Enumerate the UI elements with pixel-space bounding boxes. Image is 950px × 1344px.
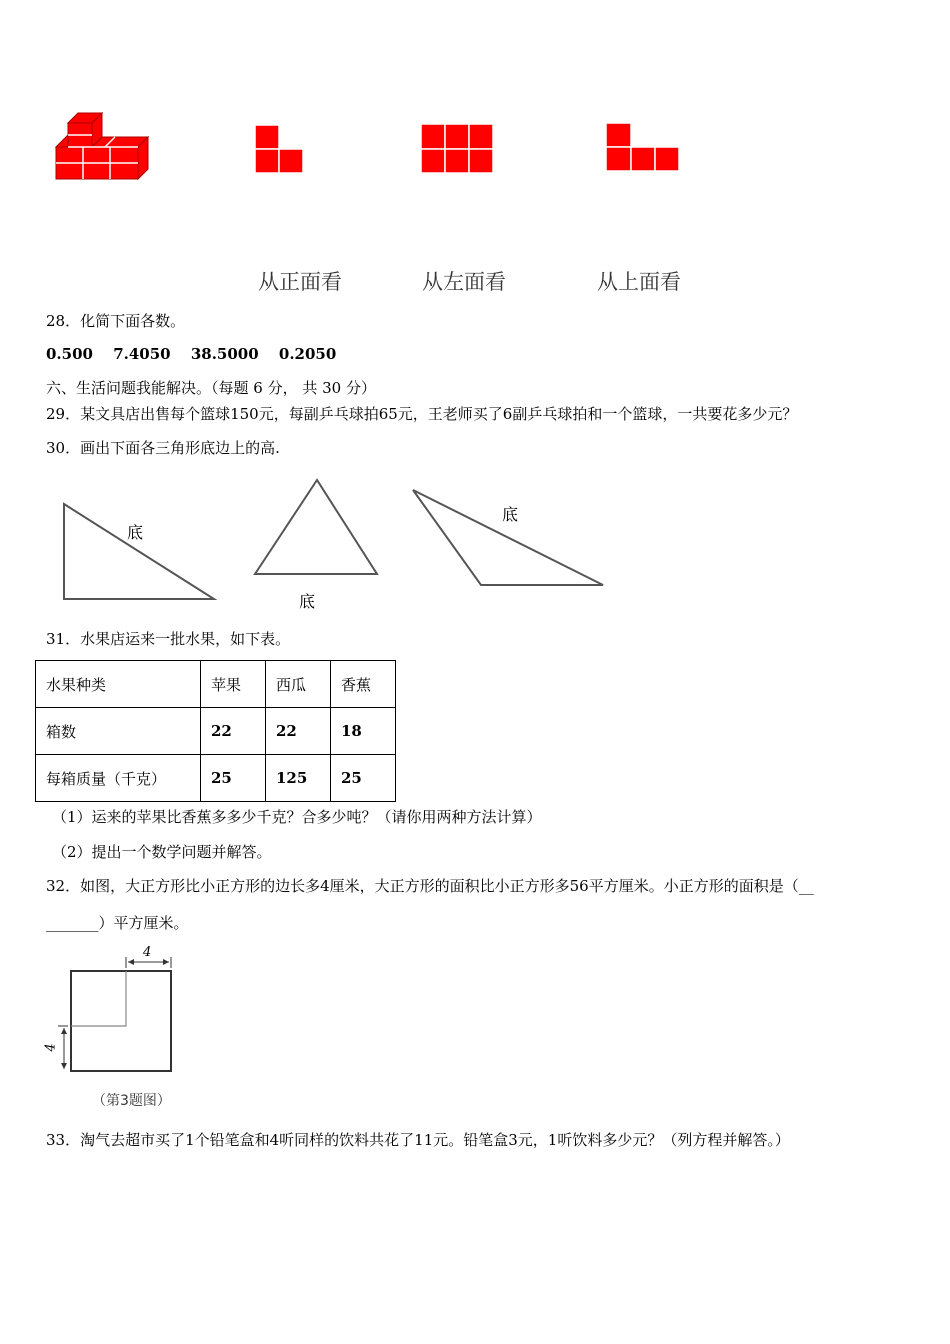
table-row [36,755,396,802]
q32-line1: 32．如图，大正方形比小正方形的边长多4厘米，大正方形的面积比小正方形多56平方厘米。小正方形的面积是（__ [46,877,814,895]
section6-title: 六、生活问题我能解决。（每题 6 分， 共 30 分） [46,379,376,397]
table-row [36,708,396,755]
triangle-2-base-label: 底 [299,592,316,611]
squares-figure [44,944,184,1074]
table-cell: 125 [266,755,331,802]
q31-sub1: （1）运来的苹果比香蕉多多少千克？合多少吨？（请你用两种方法计算） [52,808,542,826]
triangle-1 [64,504,214,599]
front-view-label: 从正面看 [258,270,342,294]
fruit-table [35,660,396,802]
q33-text: 33．淘气去超市买了1个铅笔盒和4听同样的饮料共花了11元。铅笔盒3元，1听饮料多少元？（列方程并解答。） [46,1131,790,1149]
q31-sub2: （2）提出一个数学问题并解答。 [52,843,272,861]
q28-numbers: 0.500 7.4050 38.5000 0.2050 [46,345,337,363]
table-cell: 25 [331,755,396,802]
q29-text: 29．某文具店出售每个篮球150元，每副乒乓球拍65元，王老师买了6副乒乓球拍和一个篮球，一共要花多少元？ [46,405,798,423]
top-view-figure [605,122,681,174]
front-view-figure [254,124,306,176]
q31-text: 31．水果店运来一批水果，如下表。 [46,630,291,648]
figure-caption: （第3题图） [92,1093,171,1109]
triangle-1-base-label: 底 [127,523,144,542]
left-dimension-label: 4 [43,1043,59,1052]
table-cell: 22 [201,708,266,755]
triangle-2 [255,480,377,574]
table-cell: 每箱质量（千克） [36,755,201,802]
table-cell: 苹果 [201,661,266,708]
left-view-figure [420,123,495,175]
table-header-row [36,661,396,708]
table-cell: 箱数 [36,708,201,755]
table-cell: 水果种类 [36,661,201,708]
table-cell: 25 [201,755,266,802]
left-view-label: 从左面看 [422,270,506,294]
triangle-3-base-label: 底 [502,505,519,524]
q30-text: 30．画出下面各三角形底边上的高. [46,439,280,457]
table-cell: 22 [266,708,331,755]
top-dimension-label: 4 [143,945,152,960]
table-cell: 18 [331,708,396,755]
cube-3d-figure [50,105,160,190]
table-cell: 香蕉 [331,661,396,708]
table-cell: 西瓜 [266,661,331,708]
q28-text: 28．化简下面各数。 [46,312,186,330]
top-view-label: 从上面看 [597,270,681,294]
q32-line2: _______）平方厘米。 [46,914,189,932]
